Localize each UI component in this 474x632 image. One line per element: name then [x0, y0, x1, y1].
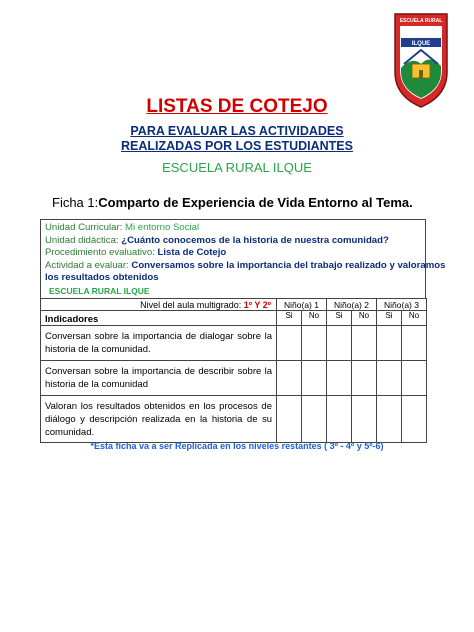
document-subtitle-line1: PARA EVALUAR LAS ACTIVIDADES: [130, 124, 344, 138]
check-cell[interactable]: [377, 396, 402, 443]
logo-top-text: ESCUELA RURAL: [399, 18, 443, 24]
procedimiento-line: [45, 247, 421, 260]
table-row: [41, 326, 427, 361]
check-cell[interactable]: [327, 396, 352, 443]
actividad-value-line1: Conversamos sobre la importancia del trabajo realizado y valoramos: [131, 259, 446, 271]
check-cell[interactable]: [277, 326, 302, 361]
indicadores-header: Indicadores: [41, 311, 277, 326]
check-cell[interactable]: [302, 361, 327, 396]
check-cell[interactable]: [402, 361, 427, 396]
document-title: LISTAS DE COTEJO: [146, 96, 328, 117]
unidad-didactica-line: [45, 235, 421, 248]
logo-name-text: ILQUE: [411, 41, 431, 47]
unidad-curricular-line: [45, 222, 421, 235]
check-cell[interactable]: [377, 361, 402, 396]
procedimiento-value: Lista de Cotejo: [157, 247, 227, 259]
check-cell[interactable]: [277, 361, 302, 396]
unidad-curricular-label: Unidad Curricular:: [45, 222, 125, 233]
nivel-cell: [41, 299, 277, 311]
nivel-label: Nivel del aula multigrado:: [140, 299, 244, 310]
check-cell[interactable]: [352, 396, 377, 443]
no-header: No: [302, 311, 327, 326]
check-cell[interactable]: [377, 326, 402, 361]
procedimiento-label: Procedimiento evaluativo:: [45, 247, 158, 259]
table-row: [41, 361, 427, 396]
info-school-name: ESCUELA RURAL ILQUE: [49, 285, 150, 296]
ficha-title: Comparto de Experiencia de Vida Entorno al Tema.: [98, 195, 413, 210]
check-cell[interactable]: [402, 396, 427, 443]
footnote: *Esta ficha va a ser Replicada en los niveles restantes ( 3º - 4º y 5º-6): [90, 441, 384, 451]
si-header: Si: [377, 311, 402, 326]
unidad-didactica-label: Unidad didáctica:: [45, 234, 122, 246]
unidad-curricular-value: Mi entorno Social: [124, 222, 200, 233]
checklist-table: [40, 298, 427, 443]
check-cell[interactable]: [352, 361, 377, 396]
info-box: [40, 219, 446, 298]
check-cell[interactable]: [277, 396, 302, 443]
check-cell[interactable]: [327, 361, 352, 396]
unidad-didactica-value: ¿Cuánto conocemos de la historia de nuestra comunidad?: [121, 234, 389, 246]
ficha-heading: [52, 195, 413, 210]
ficha-label: Ficha 1:: [52, 195, 99, 210]
actividad-line2: [45, 272, 421, 285]
check-cell[interactable]: [327, 326, 352, 361]
si-header: Si: [327, 311, 352, 326]
no-header: No: [402, 311, 427, 326]
document-subtitle-line2: REALIZADAS POR LOS ESTUDIANTES: [121, 139, 353, 153]
nivel-value: 1º Y 2º: [243, 299, 271, 310]
actividad-label: Actividad a evaluar:: [45, 259, 132, 271]
indicator-text: Conversan sobre la importancia de describir sobre la historia de la comunidad: [41, 361, 277, 396]
school-shield-logo: [392, 10, 450, 110]
table-header-row: [41, 299, 427, 311]
school-name-heading: ESCUELA RURAL ILQUE: [162, 160, 312, 175]
actividad-value-line2: los resultados obtenidos: [45, 272, 159, 284]
indicator-text: Valoran los resultados obtenidos en los procesos de diálogo y descripción realizada en la historia de su comunidad.: [41, 396, 277, 443]
check-cell[interactable]: [302, 396, 327, 443]
no-header: No: [352, 311, 377, 326]
actividad-line: [45, 259, 446, 273]
nino-header-2: Niño(a) 2: [327, 299, 377, 311]
check-cell[interactable]: [302, 326, 327, 361]
nino-header-1: Niño(a) 1: [277, 299, 327, 311]
check-cell[interactable]: [402, 326, 427, 361]
indicator-text: Conversan sobre la importancia de dialogar sobre la historia de la comunidad.: [41, 326, 277, 361]
si-header: Si: [277, 311, 302, 326]
table-row: [41, 396, 427, 443]
check-cell[interactable]: [352, 326, 377, 361]
nino-header-3: Niño(a) 3: [377, 299, 427, 311]
